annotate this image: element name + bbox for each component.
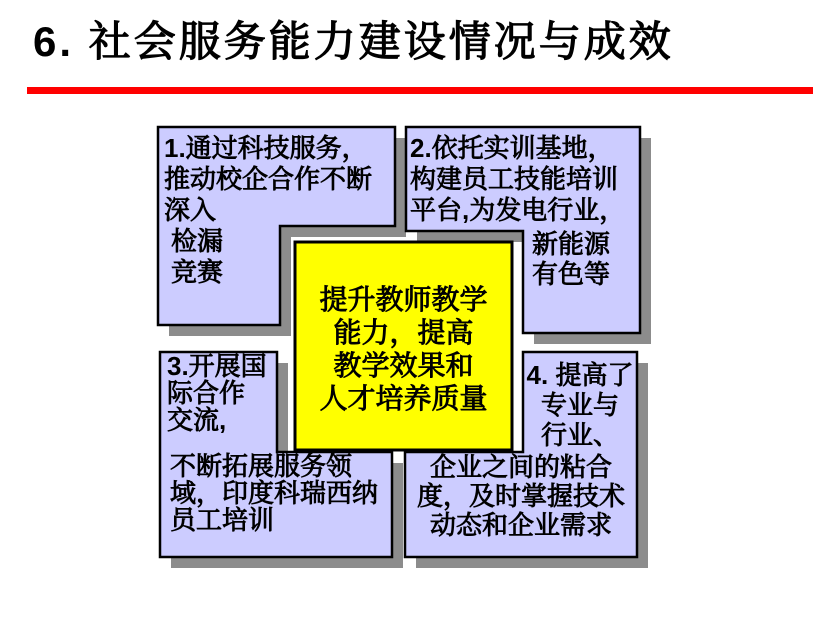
box4-line: 企业之间的粘合 bbox=[429, 452, 612, 482]
box3-line: 域，印度科瑞西纳 bbox=[170, 478, 379, 508]
box2-line: 构建员工技能培训 bbox=[410, 164, 619, 194]
box2-line: 2.依托实训基地， bbox=[410, 133, 614, 163]
box3-text-bottom bbox=[170, 453, 378, 534]
box2-line: 平台,为发电行业， bbox=[410, 195, 626, 225]
box2-line: 有色等 bbox=[532, 259, 611, 289]
box1-line: 推动校企合作不断 bbox=[164, 164, 373, 194]
box2-text-main bbox=[410, 133, 625, 226]
box1-line: 检漏 bbox=[171, 226, 224, 256]
box4-text-top bbox=[523, 360, 637, 450]
slide-title: 6. 社会服务能力建设情况与成效 bbox=[33, 18, 674, 65]
box4-line: 行业、 bbox=[540, 420, 619, 450]
box4-line: 4. 提高了 bbox=[526, 360, 634, 390]
box1-text bbox=[164, 133, 372, 288]
box3-line: 交流, bbox=[167, 405, 227, 435]
box4-text-bottom bbox=[405, 453, 637, 540]
box4-line: 度，及时掌握技术 bbox=[416, 481, 625, 511]
center-line: 教学效果和 bbox=[333, 350, 474, 381]
box3-line: 际合作 bbox=[167, 378, 246, 408]
box1-line: 竞赛 bbox=[171, 257, 224, 287]
box2-line: 新能源 bbox=[532, 229, 611, 259]
box3-line: 不断拓展服务领 bbox=[170, 451, 353, 481]
box4-line: 动态和企业需求 bbox=[429, 510, 612, 540]
box3-line: 3.开展国 bbox=[167, 351, 267, 381]
box4-line: 专业与 bbox=[540, 390, 619, 420]
box3-text-top bbox=[167, 353, 267, 434]
box1-line: 深入 bbox=[164, 195, 217, 225]
box1-line: 1.通过科技服务， bbox=[164, 133, 368, 163]
box3-line: 员工培训 bbox=[170, 505, 275, 535]
box2-text-side bbox=[532, 229, 610, 289]
center-line: 能力，提高 bbox=[333, 317, 474, 348]
center-box-text bbox=[295, 283, 512, 415]
center-line: 人才培养质量 bbox=[319, 383, 488, 414]
center-line: 提升教师教学 bbox=[319, 284, 488, 315]
